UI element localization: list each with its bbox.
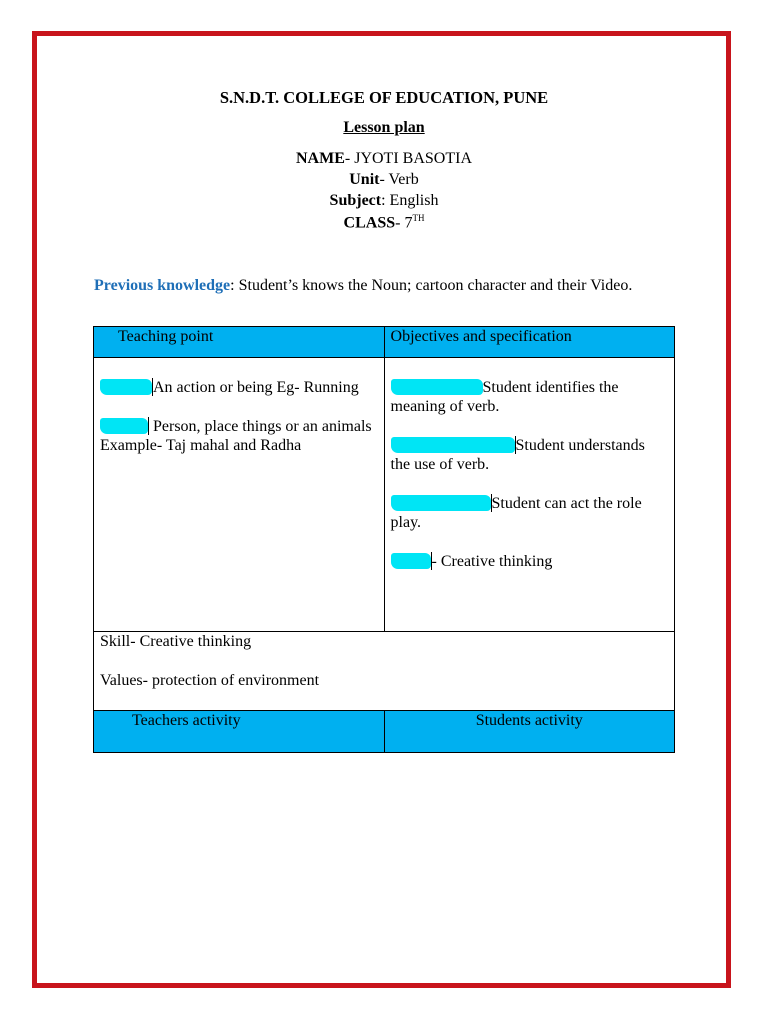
subject-value: : English <box>381 192 439 209</box>
teachers-activity-header: Teachers activity <box>94 711 385 753</box>
activity-header-row <box>94 711 675 753</box>
highlight-blot <box>100 418 148 434</box>
objective-item: - Creative thinking <box>391 552 668 571</box>
objective-item: Student can act the role play. <box>390 495 642 531</box>
name-label: NAME <box>296 150 345 167</box>
students-activity-header: Students activity <box>384 711 674 753</box>
college-title: S.N.D.T. COLLEGE OF EDUCATION, PUNE <box>219 88 549 107</box>
teaching-point-header: Teaching point <box>94 327 385 358</box>
skills-values-cell <box>94 632 675 711</box>
highlight-blot <box>391 553 431 569</box>
table-header-row <box>94 327 675 358</box>
highlight-blot <box>100 379 152 395</box>
skills-values-row <box>94 632 675 711</box>
document-title: Lesson plan <box>343 119 425 136</box>
objective-item: Student understands the use of verb. <box>390 437 645 473</box>
skill-text: Skill- Creative thinking <box>100 633 252 650</box>
class-value: - 7 <box>395 214 413 232</box>
objectives-header: Objectives and specification <box>384 327 674 358</box>
lesson-table <box>93 326 675 753</box>
table-body-row <box>94 358 675 632</box>
highlight-blot <box>391 379 483 395</box>
unit-line <box>0 171 768 189</box>
unit-label: Unit <box>349 171 380 188</box>
objectives-cell <box>384 358 674 632</box>
class-label: CLASS <box>343 214 396 232</box>
previous-knowledge <box>94 275 684 296</box>
highlight-blot <box>391 495 491 511</box>
previous-knowledge-text: : Student’s knows the Noun; cartoon character and their Video. <box>230 277 633 294</box>
class-line <box>0 213 768 232</box>
objective-item: Student identifies the meaning of verb. <box>390 379 619 415</box>
subject-label: Subject <box>329 192 382 209</box>
name-line <box>0 150 768 168</box>
class-superscript: TH <box>412 213 425 223</box>
previous-knowledge-label: Previous knowledge <box>94 277 231 294</box>
name-value: - JYOTI BASOTIA <box>344 150 472 167</box>
subject-line <box>0 192 768 210</box>
teaching-point-item: Person, place things or an animals Example- Taj mahal and Radha <box>100 418 372 454</box>
values-text: Values- protection of environment <box>100 672 320 689</box>
unit-value: - Verb <box>379 171 419 188</box>
highlight-blot <box>391 437 515 453</box>
teaching-points-cell <box>94 358 385 632</box>
teaching-point-item: An action or being Eg- Running <box>100 378 378 397</box>
